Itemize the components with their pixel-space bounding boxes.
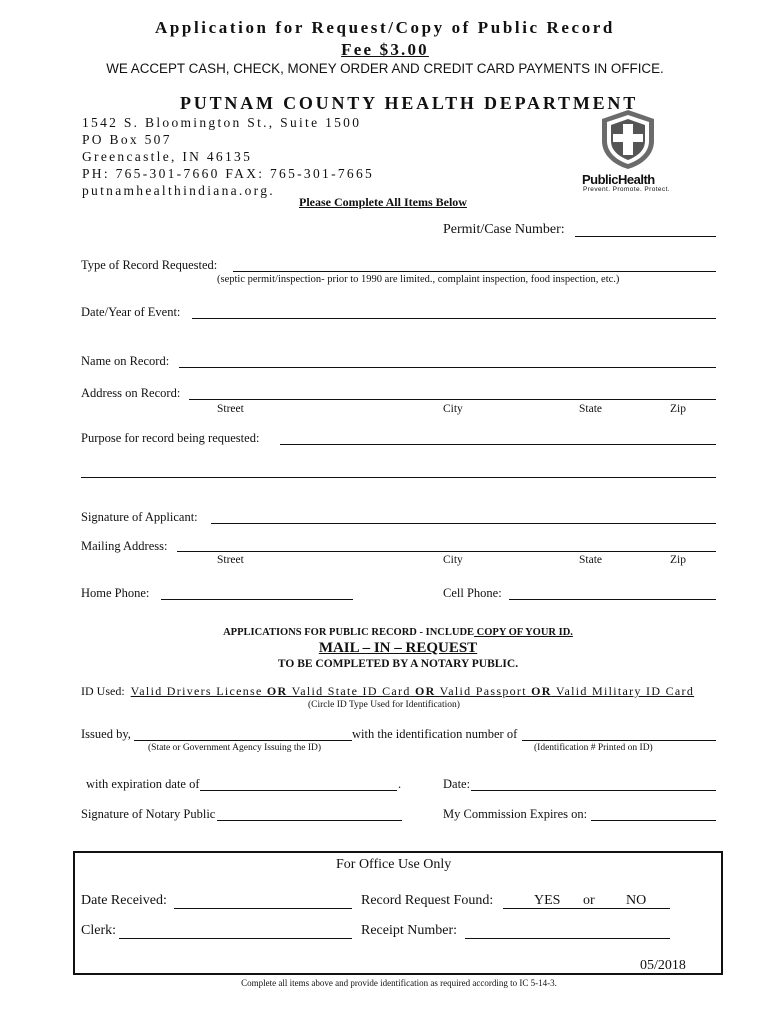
- clerk-field[interactable]: [119, 938, 352, 939]
- form-revision-date: 05/2018: [640, 958, 686, 973]
- expiration-field[interactable]: [200, 790, 397, 791]
- record-found-label: Record Request Found:: [361, 893, 494, 908]
- address-line-city: Greencastle, IN 46135: [82, 149, 253, 164]
- notary-notice: APPLICATIONS FOR PUBLIC RECORD - INCLUDE COPY OF YOUR ID.: [223, 627, 573, 638]
- clerk-label: Clerk:: [81, 923, 116, 938]
- id-options: Valid Drivers License OR Valid State ID Card OR Valid Passport OR Valid Military ID Card: [130, 684, 695, 698]
- home-phone-label: Home Phone:: [81, 586, 150, 600]
- record-found-or: or: [583, 893, 595, 908]
- expiration-period: .: [398, 777, 402, 791]
- id-number-hint: (Identification # Printed on ID): [534, 743, 653, 753]
- notary-date-field[interactable]: [471, 790, 716, 791]
- form-title: Application for Request/Copy of Public Record: [155, 18, 615, 37]
- signature-applicant-label: Signature of Applicant:: [81, 510, 198, 524]
- notary-completed-by: TO BE COMPLETED BY A NOTARY PUBLIC.: [277, 658, 519, 670]
- id-option-state-id[interactable]: Valid State ID Card: [291, 684, 411, 698]
- notary-signature-label: Signature of Notary Public: [81, 807, 216, 821]
- record-found-yes[interactable]: YES: [534, 893, 561, 908]
- permit-case-field[interactable]: [575, 236, 716, 237]
- id-option-drivers-license[interactable]: Valid Drivers License: [130, 684, 263, 698]
- expiration-label: with expiration date of: [86, 777, 200, 791]
- date-received-label: Date Received:: [81, 893, 167, 908]
- cell-phone-field[interactable]: [509, 599, 716, 600]
- purpose-field-continued[interactable]: [81, 477, 716, 478]
- logo-wordmark: PublicHealth: [582, 172, 655, 187]
- mail-in-heading: MAIL – IN – REQUEST: [318, 640, 478, 656]
- id-number-field[interactable]: [522, 740, 716, 741]
- address-record-zip-caption: Zip: [670, 403, 686, 415]
- issuer-hint: (State or Government Agency Issuing the ID): [148, 743, 322, 753]
- id-number-label: with the identification number of: [352, 727, 518, 741]
- purpose-label: Purpose for record being requested:: [81, 431, 260, 445]
- date-event-field[interactable]: [192, 318, 716, 319]
- payment-note: WE ACCEPT CASH, CHECK, MONEY ORDER AND CREDIT CARD PAYMENTS IN OFFICE.: [106, 61, 664, 76]
- commission-field[interactable]: [591, 820, 716, 821]
- issued-by-label: Issued by,: [81, 727, 131, 741]
- id-option-passport[interactable]: Valid Passport: [439, 684, 527, 698]
- record-type-label: Type of Record Requested:: [81, 258, 218, 272]
- date-event-label: Date/Year of Event:: [81, 305, 181, 319]
- address-line-phone: PH: 765-301-7660 FAX: 765-301-7665: [82, 166, 375, 181]
- cell-phone-label: Cell Phone:: [443, 586, 502, 600]
- date-received-field[interactable]: [174, 908, 352, 909]
- name-record-label: Name on Record:: [81, 354, 170, 368]
- public-health-logo-icon: [596, 107, 660, 171]
- mailing-address-field[interactable]: [177, 551, 716, 552]
- mailing-zip-caption: Zip: [670, 554, 686, 566]
- receipt-number-label: Receipt Number:: [361, 923, 458, 938]
- permit-case-label: Permit/Case Number:: [443, 222, 565, 237]
- address-record-label: Address on Record:: [81, 386, 181, 400]
- address-record-street-caption: Street: [217, 403, 244, 415]
- id-option-military-id[interactable]: Valid Military ID Card: [555, 684, 695, 698]
- logo-tagline: Prevent. Promote. Protect.: [583, 186, 670, 193]
- notary-date-label: Date:: [443, 777, 471, 791]
- office-use-title: For Office Use Only: [336, 857, 452, 872]
- name-record-field[interactable]: [179, 367, 716, 368]
- notary-signature-field[interactable]: [217, 820, 402, 821]
- record-type-hint: (septic permit/inspection- prior to 1990 are limited., complaint inspection, food inspection, etc.): [217, 274, 620, 285]
- signature-applicant-field[interactable]: [211, 523, 716, 524]
- mailing-street-caption: Street: [217, 554, 244, 566]
- record-found-no[interactable]: NO: [626, 893, 647, 908]
- circle-id-hint: (Circle ID Type Used for Identification): [308, 700, 460, 710]
- record-type-field[interactable]: [233, 271, 716, 272]
- mailing-state-caption: State: [579, 554, 602, 566]
- address-line-website: putnamhealthindiana.org.: [82, 183, 275, 198]
- address-record-state-caption: State: [579, 403, 602, 415]
- instructions: Please Complete All Items Below: [299, 195, 467, 209]
- home-phone-field[interactable]: [161, 599, 353, 600]
- address-record-city-caption: City: [443, 403, 463, 415]
- mailing-city-caption: City: [443, 554, 463, 566]
- issued-by-field[interactable]: [134, 740, 352, 741]
- address-line-pobox: PO Box 507: [82, 132, 172, 147]
- address-record-field[interactable]: [189, 399, 716, 400]
- purpose-field[interactable]: [280, 444, 716, 445]
- address-line-street: 1542 S. Bloomington St., Suite 1500: [82, 115, 362, 130]
- receipt-number-field[interactable]: [465, 938, 670, 939]
- commission-label: My Commission Expires on:: [443, 807, 588, 821]
- fee-line: Fee $3.00: [341, 40, 429, 59]
- id-used-row: ID Used: Valid Drivers License OR Valid State ID Card OR Valid Passport OR Valid Military ID Card: [81, 684, 695, 698]
- department-name: PUTNAM COUNTY HEALTH DEPARTMENT: [180, 93, 639, 113]
- mailing-address-label: Mailing Address:: [81, 539, 168, 553]
- footer-note: Complete all items above and provide identification as required according to IC 5-14-3.: [241, 978, 557, 988]
